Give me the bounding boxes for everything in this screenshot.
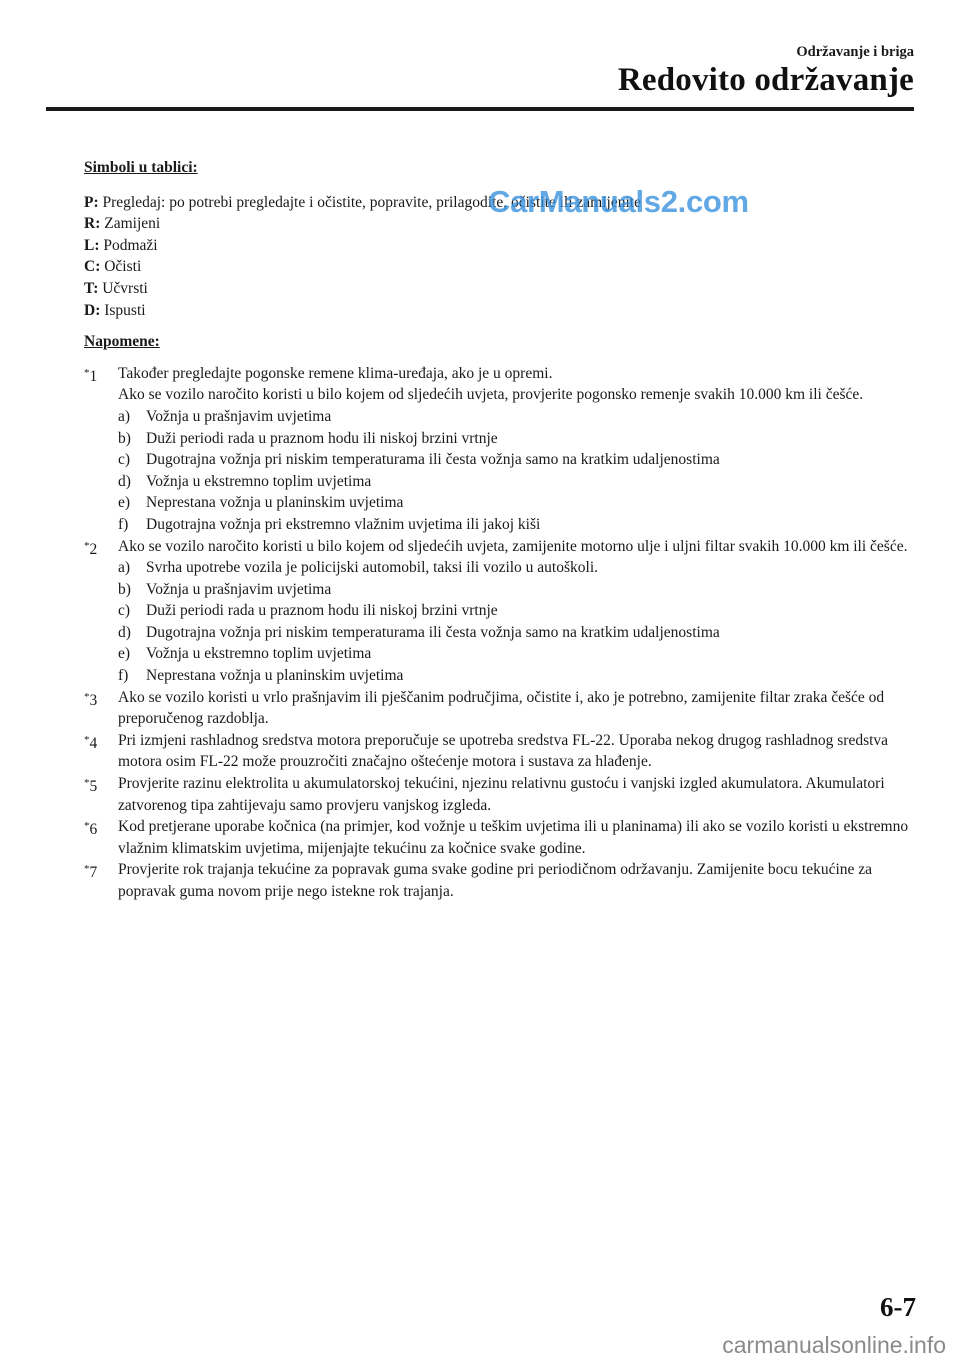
note-number xyxy=(84,536,97,561)
note-number-value: 4 xyxy=(89,734,98,752)
subitem-text: Vožnja u prašnjavim uvjetima xyxy=(146,580,332,598)
note-number-value: 7 xyxy=(89,864,98,882)
symbol-code: P: xyxy=(84,193,99,211)
symbol-row xyxy=(84,256,916,278)
page-title: Redovito održavanje xyxy=(617,62,914,98)
note-number-value: 5 xyxy=(89,778,98,796)
note-text: Provjerite razinu elektrolita u akumulatorskoj tekućini, njezinu relativnu gustoću i vanjski izgled akumulatora. Akumulatori zatvorenog tipa zahtijevaju samo provjeru vanjskog izgleda. xyxy=(118,775,885,814)
symbol-code: T: xyxy=(84,279,99,297)
symbol-text: Podmaži xyxy=(99,236,158,254)
note-item xyxy=(84,536,916,687)
note-subitem xyxy=(118,471,916,493)
note-number xyxy=(84,859,97,884)
note-subitem xyxy=(118,579,916,601)
subitem-letter: c) xyxy=(118,451,131,469)
note-subitem xyxy=(118,514,916,536)
note-asterisk: * xyxy=(84,539,90,552)
note-subitem xyxy=(118,449,916,471)
note-text: Pri izmjeni rashladnog sredstva motora preporučuje se upotreba sredstva FL-22. Uporaba nekog drugog rashladnog sredstva motora osim FL-22 može prouzročiti značajno oštećenje motora i sustava za hlađenje. xyxy=(118,731,889,771)
symbol-text: Zamijeni xyxy=(100,215,161,233)
note-number xyxy=(84,687,97,712)
subitem-letter: c) xyxy=(118,602,131,620)
note-number xyxy=(84,773,97,798)
note-subitem xyxy=(118,600,916,622)
subitem-text: Vožnja u ekstremno toplim uvjetima xyxy=(146,472,372,490)
note-text: Također pregledajte pogonske remene klima-uređaja, ako je u opremi. xyxy=(118,364,553,382)
symbol-text: Učvrsti xyxy=(98,279,148,297)
note-number xyxy=(84,363,97,388)
header-section-label: Održavanje i briga xyxy=(796,44,914,60)
note-item xyxy=(84,859,916,902)
note-subitem xyxy=(118,557,916,579)
symbol-text: Pregledaj: po potrebi pregledajte i očistite, popravite, prilagodite, očistite ili zamijenite xyxy=(98,193,641,211)
note-number xyxy=(84,730,97,755)
symbol-row xyxy=(84,300,916,322)
subitem-letter: f) xyxy=(118,515,129,533)
symbol-code: D: xyxy=(84,301,101,319)
footer-site-link[interactable]: carmanualsonline.info xyxy=(722,1332,946,1358)
subitem-letter: d) xyxy=(118,623,131,641)
page-number: 6-7 xyxy=(880,1292,916,1322)
notes-heading: Napomene: xyxy=(84,333,160,351)
note-number xyxy=(84,816,97,841)
subitem-letter: e) xyxy=(118,645,131,663)
symbol-code: C: xyxy=(84,258,101,276)
symbol-code: R: xyxy=(84,215,101,233)
note-asterisk: * xyxy=(84,820,90,833)
note-item xyxy=(84,730,916,773)
subitem-letter: b) xyxy=(118,580,131,598)
subitem-text: Duži periodi rada u praznom hodu ili niskoj brzini vrtnje xyxy=(146,602,498,620)
note-text: Ako se vozilo naročito koristi u bilo kojem od sljedećih uvjeta, provjerite pogonsko remenje svakih 10.000 km ili češće. xyxy=(118,386,864,404)
note-subitem xyxy=(118,492,916,514)
note-item xyxy=(84,773,916,816)
subitem-text: Duži periodi rada u praznom hodu ili niskoj brzini vrtnje xyxy=(146,429,498,447)
note-subitem xyxy=(118,428,916,450)
watermark: CarManuals2.com xyxy=(488,184,749,219)
note-number-value: 3 xyxy=(89,691,98,709)
subitem-letter: e) xyxy=(118,494,131,512)
note-text: Ako se vozilo naročito koristi u bilo kojem od sljedećih uvjeta, zamijenite motorno ulje i uljni filtar svakih 10.000 km ili češće. xyxy=(118,537,908,555)
note-subitem xyxy=(118,665,916,687)
subitem-text: Vožnja u prašnjavim uvjetima xyxy=(146,407,332,425)
symbol-text: Očisti xyxy=(100,258,142,276)
note-asterisk: * xyxy=(84,863,90,876)
note-item xyxy=(84,816,916,859)
note-number-value: 1 xyxy=(89,367,98,385)
note-item xyxy=(84,363,916,536)
note-subitem xyxy=(118,622,916,644)
main-content xyxy=(84,157,916,903)
note-text: Provjerite rok trajanja tekućine za popravak guma svake godine pri periodičnom održavanju. Zamijenite bocu tekućine za popravak guma novom prije nego istekne rok trajanja. xyxy=(118,861,873,900)
subitem-letter: a) xyxy=(118,407,131,425)
note-text: Kod pretjerane uporabe kočnica (na primjer, kod vožnje u teškim uvjetima ili u planinama) ili ako se vozilo koristi u ekstremno vlažnim klimatskim uvjetima, mijenjajte tekućinu za kočnice svake godine. xyxy=(118,818,909,857)
note-subitem xyxy=(118,643,916,665)
notes-list xyxy=(84,363,916,903)
note-number-value: 2 xyxy=(89,540,98,558)
subitem-letter: a) xyxy=(118,559,131,577)
subitem-text: Neprestana vožnja u planinskim uvjetima xyxy=(146,667,404,685)
subitem-letter: b) xyxy=(118,429,131,447)
subitem-text: Svrha upotrebe vozila je policijski automobil, taksi ili vozilo u autoškoli. xyxy=(146,559,599,577)
note-asterisk: * xyxy=(84,777,90,790)
symbol-text: Ispusti xyxy=(100,301,146,319)
note-item xyxy=(84,687,916,730)
subitem-text: Vožnja u ekstremno toplim uvjetima xyxy=(146,645,372,663)
note-subitem xyxy=(118,406,916,428)
symbol-code: L: xyxy=(84,236,100,254)
note-asterisk: * xyxy=(84,733,90,746)
note-asterisk: * xyxy=(84,366,90,379)
subitem-letter: f) xyxy=(118,667,129,685)
note-number-value: 6 xyxy=(89,821,98,839)
symbol-row xyxy=(84,278,916,300)
subitem-letter: d) xyxy=(118,472,131,490)
subitem-text: Neprestana vožnja u planinskim uvjetima xyxy=(146,494,404,512)
subitem-text: Dugotrajna vožnja pri ekstremno vlažnim uvjetima ili jakoj kiši xyxy=(146,515,541,533)
symbols-heading: Simboli u tablici: xyxy=(84,159,198,176)
header-rule xyxy=(46,107,914,111)
note-asterisk: * xyxy=(84,690,90,703)
subitem-text: Dugotrajna vožnja pri niskim temperaturama ili česta vožnja samo na kratkim udaljenostima xyxy=(146,623,720,641)
note-text: Ako se vozilo koristi u vrlo prašnjavim ili pješčanim područjima, očistite i, ako je potrebno, zamijenite filtar zraka češće od preporučenog razdoblja. xyxy=(118,688,885,728)
symbol-row xyxy=(84,235,916,257)
subitem-text: Dugotrajna vožnja pri niskim temperaturama ili česta vožnja samo na kratkim udaljenostima xyxy=(146,451,720,469)
